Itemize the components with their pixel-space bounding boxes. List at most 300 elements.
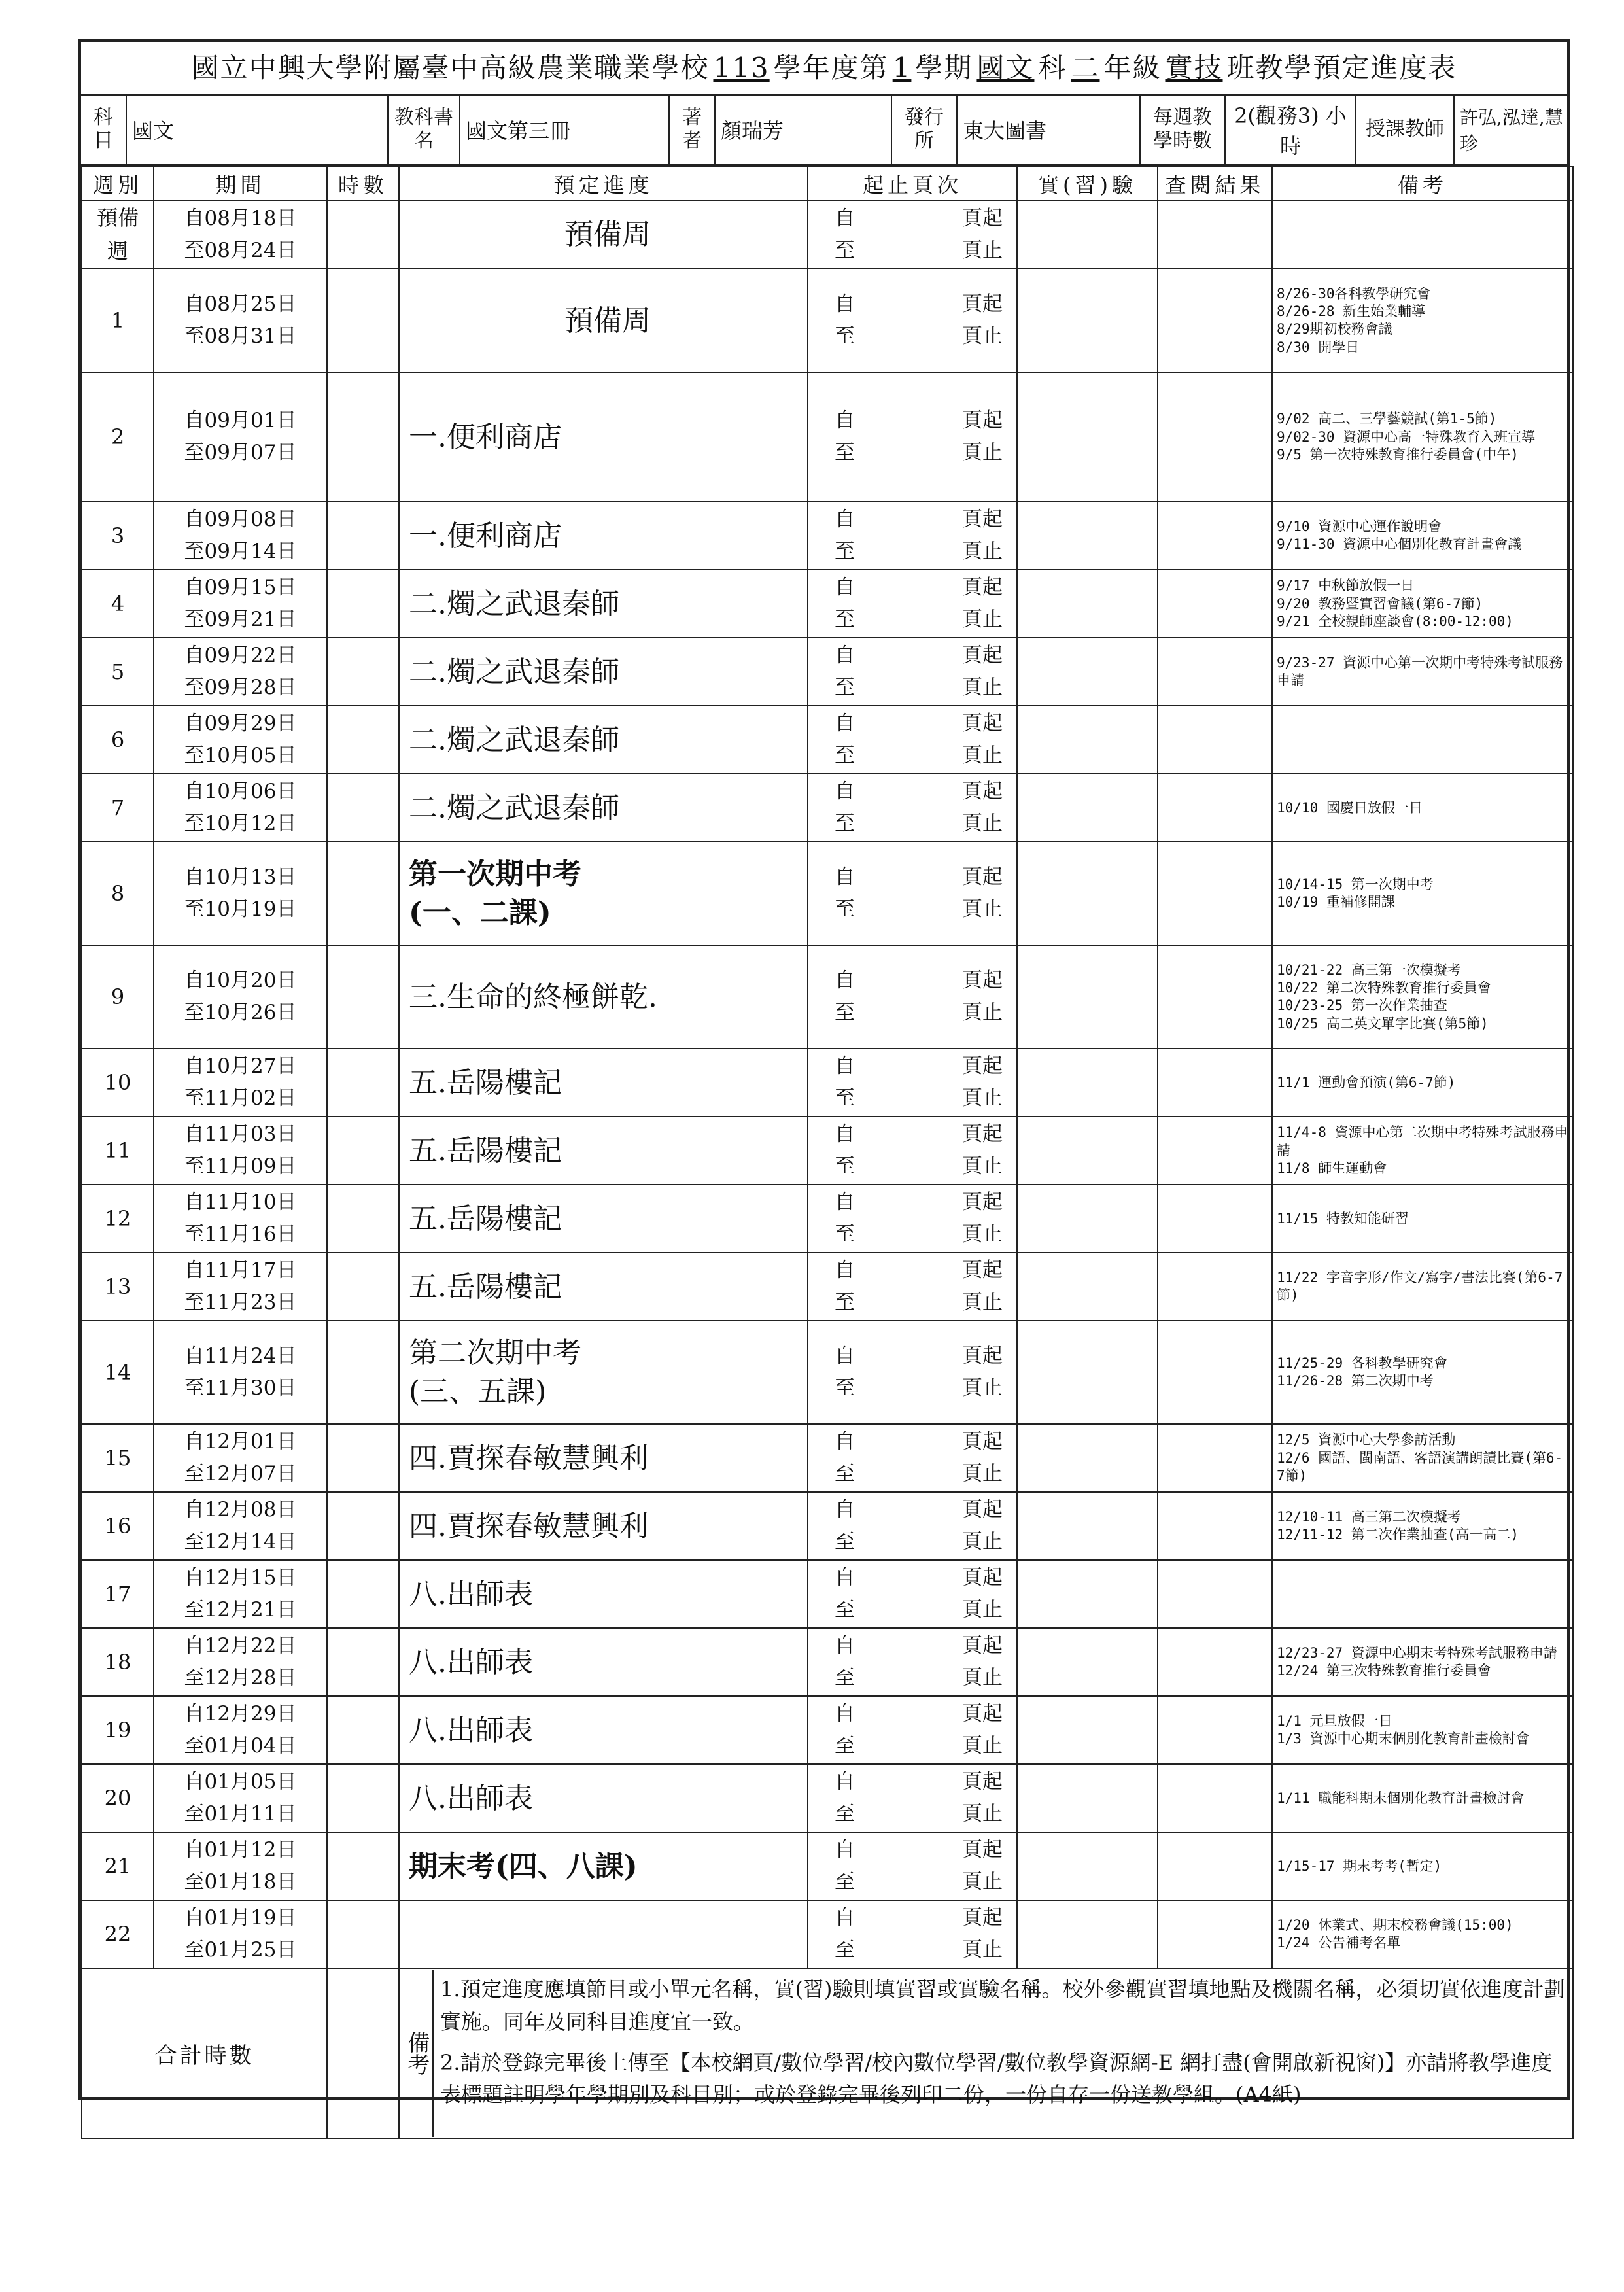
table-row (82, 269, 1573, 372)
review-cell (1158, 842, 1272, 945)
experiment-cell (1017, 706, 1158, 774)
table-row (82, 201, 1573, 269)
table-row (82, 842, 1573, 945)
note-line: 12/6 國語、閩南語、客語演講朗讀比賽(第6-7節) (1277, 1450, 1563, 1484)
period-from: 自08月18日 (184, 206, 297, 230)
page-to-label: 至 (835, 1462, 855, 1486)
hours-cell (327, 1321, 399, 1424)
week-cell: 22 (82, 1900, 154, 1968)
table-row (82, 1321, 1573, 1424)
hours-cell (327, 842, 399, 945)
page-to-label: 至 (835, 1291, 855, 1315)
pages-cell (808, 1049, 1017, 1117)
title-subject: 國文 (976, 52, 1035, 84)
page-to-label: 至 (835, 1938, 855, 1962)
note-line: 9/10 資源中心運作說明會 (1277, 519, 1442, 535)
note-line: 12/24 第三次特殊教育推行委員會 (1277, 1663, 1491, 1679)
hours-cell (327, 1560, 399, 1628)
week-cell: 13 (82, 1253, 154, 1321)
period-to: 至12月21日 (184, 1598, 297, 1622)
period-to: 至01月11日 (184, 1802, 297, 1826)
review-cell (1158, 774, 1272, 842)
table-footer (82, 1968, 1573, 2138)
notes-cell (1272, 706, 1573, 774)
table-row (82, 1492, 1573, 1560)
period-to: 至01月04日 (184, 1734, 297, 1758)
experiment-cell (1017, 1696, 1158, 1764)
page-to-label: 至 (835, 608, 855, 632)
page-start-label: 頁起 (962, 643, 1003, 667)
review-cell (1158, 1321, 1272, 1424)
note-line: 9/21 全校親師座談會(8:00-12:00) (1277, 614, 1513, 630)
hours-cell (327, 269, 399, 372)
period-to: 至12月14日 (184, 1530, 297, 1554)
page-to-label: 至 (835, 239, 855, 263)
table-row (82, 1900, 1573, 1968)
table-row (82, 502, 1573, 570)
review-cell (1158, 638, 1272, 706)
period-from: 自12月08日 (184, 1497, 297, 1521)
note-line: 11/4-8 資源中心第二次期中考特殊考試服務申請 (1277, 1124, 1568, 1158)
page-from-label: 自 (835, 1258, 855, 1282)
hours-cell (327, 1764, 399, 1832)
title-text: 學期 (915, 52, 973, 84)
progress-cell: 四.賈探春敏慧興利 (399, 1424, 808, 1492)
progress-cell: 五.岳陽樓記 (399, 1253, 808, 1321)
page-from-label: 自 (835, 865, 855, 889)
pages-cell (808, 1628, 1017, 1696)
author-label: 著者 (670, 94, 716, 164)
page-from-label: 自 (835, 408, 855, 432)
week-cell: 12 (82, 1185, 154, 1253)
period-from: 自10月20日 (184, 968, 297, 992)
table-row (82, 638, 1573, 706)
title-text: 學年度第 (773, 52, 889, 84)
period-to: 至11月16日 (184, 1223, 297, 1247)
page-from-label: 自 (835, 643, 855, 667)
week-cell: 18 (82, 1628, 154, 1696)
notes-cell (1272, 1900, 1573, 1968)
experiment-cell (1017, 201, 1158, 269)
school-name: 國立中興大學附屬臺中高級農業職業學校 (191, 52, 710, 84)
period-to: 至09月28日 (184, 676, 297, 700)
period-from: 自09月15日 (184, 575, 297, 599)
table-row (82, 1628, 1573, 1696)
page-end-label: 頁止 (962, 1802, 1003, 1826)
page-end-label: 頁止 (962, 1598, 1003, 1622)
column-header: 備考 (1272, 167, 1573, 201)
academic-year: 113 (713, 52, 770, 84)
pages-cell (808, 706, 1017, 774)
page-start-label: 頁起 (962, 1122, 1003, 1146)
progress-cell: 五.岳陽樓記 (399, 1185, 808, 1253)
page-from-label: 自 (835, 1905, 855, 1930)
period-cell (154, 706, 327, 774)
progress-cell: 第二次期中考 (三、五課) (399, 1321, 808, 1424)
experiment-cell (1017, 638, 1158, 706)
pages-cell (808, 1321, 1017, 1424)
progress-cell: 第一次期中考 (一、二課) (399, 842, 808, 945)
pages-cell (808, 269, 1017, 372)
notes-cell (1272, 774, 1573, 842)
hours-cell (327, 570, 399, 638)
hours-cell (327, 201, 399, 269)
hours-cell (327, 706, 399, 774)
page-to-label: 至 (835, 744, 855, 768)
hours-cell (327, 774, 399, 842)
review-cell (1158, 706, 1272, 774)
page-start-label: 頁起 (962, 408, 1003, 432)
note-line: 12/5 資源中心大學參訪活動 (1277, 1432, 1456, 1448)
hours-cell (327, 638, 399, 706)
page-from-label: 自 (835, 507, 855, 531)
period-to: 至08月24日 (184, 239, 297, 263)
note-line: 9/11-30 資源中心個別化教育計畫會議 (1277, 536, 1522, 553)
notes-cell (1272, 638, 1573, 706)
week-cell: 19 (82, 1696, 154, 1764)
experiment-cell (1017, 774, 1158, 842)
page-start-label: 頁起 (962, 1769, 1003, 1794)
progress-cell: 二.燭之武退秦師 (399, 706, 808, 774)
review-cell (1158, 269, 1272, 372)
page-end-label: 頁止 (962, 676, 1003, 700)
page-start-label: 頁起 (962, 292, 1003, 316)
note-line: 9/20 教務暨實習會議(第6-7節) (1277, 595, 1483, 612)
progress-cell: 預備周 (399, 201, 808, 269)
note-line: 1/20 休業式、期末校務會議(15:00) (1277, 1917, 1513, 1934)
period-from: 自10月13日 (184, 865, 297, 889)
period-cell (154, 502, 327, 570)
experiment-cell (1017, 269, 1158, 372)
total-hours-label: 合計時數 (82, 1968, 327, 2138)
notes-cell (1272, 1321, 1573, 1424)
note-line: 11/26-28 第二次期中考 (1277, 1373, 1434, 1389)
period-cell (154, 1628, 327, 1696)
progress-cell: 二.燭之武退秦師 (399, 570, 808, 638)
page-to-label: 至 (835, 1598, 855, 1622)
period-cell (154, 1900, 327, 1968)
review-cell (1158, 372, 1272, 502)
week-cell: 7 (82, 774, 154, 842)
page-end-label: 頁止 (962, 324, 1003, 349)
book-label: 教科書名 (389, 94, 460, 164)
period-from: 自12月22日 (184, 1633, 297, 1658)
page-start-label: 頁起 (962, 1344, 1003, 1368)
pages-cell (808, 201, 1017, 269)
page-end-label: 頁止 (962, 1870, 1003, 1894)
note-line: 9/02-30 資源中心高一特殊教育入班宣導 (1277, 428, 1536, 445)
experiment-cell (1017, 1900, 1158, 1968)
page-end-label: 頁止 (962, 441, 1003, 465)
review-cell (1158, 502, 1272, 570)
progress-cell: 五.岳陽樓記 (399, 1117, 808, 1185)
page-from-label: 自 (835, 206, 855, 230)
week-cell: 15 (82, 1424, 154, 1492)
period-from: 自12月29日 (184, 1701, 297, 1726)
pages-cell (808, 842, 1017, 945)
title-class: 實技 (1165, 52, 1223, 84)
notes-cell (1272, 1492, 1573, 1560)
experiment-cell (1017, 945, 1158, 1049)
page-end-label: 頁止 (962, 812, 1003, 836)
period-to: 至10月19日 (184, 897, 297, 922)
notes-cell (1272, 372, 1573, 502)
page-end-label: 頁止 (962, 1291, 1003, 1315)
period-from: 自09月01日 (184, 408, 297, 432)
title-text: 班教學預定進度表 (1226, 52, 1457, 84)
publisher-label: 發行所 (892, 94, 958, 164)
subject-value: 國文 (127, 94, 389, 164)
table-row (82, 1185, 1573, 1253)
hours-cell (327, 1492, 399, 1560)
book-value: 國文第三冊 (460, 94, 670, 164)
term-number: 1 (892, 52, 912, 84)
experiment-cell (1017, 1492, 1158, 1560)
week-cell: 21 (82, 1832, 154, 1900)
page-end-label: 頁止 (962, 1376, 1003, 1400)
experiment-cell (1017, 502, 1158, 570)
note-line: 9/23-27 資源中心第一次期中考特殊考試服務申請 (1277, 655, 1563, 689)
table-body (82, 201, 1573, 1968)
hours-cell (327, 1117, 399, 1185)
page-from-label: 自 (835, 711, 855, 735)
page-start-label: 頁起 (962, 1633, 1003, 1658)
period-from: 自09月22日 (184, 643, 297, 667)
review-cell (1158, 1832, 1272, 1900)
page-start-label: 頁起 (962, 1497, 1003, 1521)
week-cell: 17 (82, 1560, 154, 1628)
page-end-label: 頁止 (962, 1530, 1003, 1554)
note-line: 11/22 字音字形/作文/寫字/書法比賽(第6-7節) (1277, 1270, 1563, 1304)
period-to: 至12月07日 (184, 1462, 297, 1486)
week-cell: 9 (82, 945, 154, 1049)
page-start-label: 頁起 (962, 779, 1003, 803)
period-cell (154, 1832, 327, 1900)
period-from: 自01月19日 (184, 1905, 297, 1930)
title-text: 年級 (1103, 52, 1162, 84)
pages-cell (808, 774, 1017, 842)
page-start-label: 頁起 (962, 968, 1003, 992)
table-row (82, 945, 1573, 1049)
table-row (82, 1764, 1573, 1832)
note-line: 12/23-27 資源中心期末考特殊考試服務申請 (1277, 1645, 1557, 1661)
column-header: 期間 (154, 167, 327, 201)
period-from: 自09月29日 (184, 711, 297, 735)
review-cell (1158, 1560, 1272, 1628)
notes-cell (1272, 570, 1573, 638)
week-cell: 6 (82, 706, 154, 774)
progress-cell: 八.出師表 (399, 1764, 808, 1832)
column-header: 週別 (82, 167, 154, 201)
progress-cell: 三.生命的終極餅乾. (399, 945, 808, 1049)
period-from: 自10月27日 (184, 1054, 297, 1078)
week-cell: 10 (82, 1049, 154, 1117)
week-cell: 16 (82, 1492, 154, 1560)
page-end-label: 頁止 (962, 1938, 1003, 1962)
note-line: 12/10-11 高三第二次模擬考 (1277, 1509, 1461, 1525)
page-end-label: 頁止 (962, 540, 1003, 564)
period-cell (154, 1253, 327, 1321)
week-cell: 2 (82, 372, 154, 502)
period-from: 自08月25日 (184, 292, 297, 316)
experiment-cell (1017, 1628, 1158, 1696)
page-from-label: 自 (835, 1122, 855, 1146)
review-cell (1158, 1253, 1272, 1321)
pages-cell (808, 1117, 1017, 1185)
page-end-label: 頁止 (962, 1666, 1003, 1690)
table-row (82, 706, 1573, 774)
page-to-label: 至 (835, 897, 855, 922)
remark-2: 2.請於登錄完畢後上傳至【本校網頁/數位學習/校內數位學習/數位教學資源網-E 網打盡(會開啟新視窗)】亦請將教學進度表標題註明學年學期別及科目別；或於登錄完畢後列印二份，一份自存一份送教學組。(A4紙) (440, 2049, 1553, 2108)
review-cell (1158, 1424, 1272, 1492)
period-cell (154, 1049, 327, 1117)
period-to: 至10月05日 (184, 744, 297, 768)
week-cell: 4 (82, 570, 154, 638)
page-to-label: 至 (835, 676, 855, 700)
period-from: 自11月03日 (184, 1122, 297, 1146)
page-from-label: 自 (835, 575, 855, 599)
page-to-label: 至 (835, 1530, 855, 1554)
period-from: 自10月06日 (184, 779, 297, 803)
note-line: 10/10 國慶日放假一日 (1277, 799, 1423, 816)
page-to-label: 至 (835, 1376, 855, 1400)
progress-cell: 一.便利商店 (399, 502, 808, 570)
period-from: 自11月17日 (184, 1258, 297, 1282)
period-to: 至08月31日 (184, 324, 297, 349)
page-to-label: 至 (835, 1086, 855, 1111)
note-line: 1/1 元旦放假一日 (1277, 1713, 1392, 1729)
page-from-label: 自 (835, 1190, 855, 1214)
period-to: 至09月14日 (184, 540, 297, 564)
period-to: 至09月07日 (184, 441, 297, 465)
page-from-label: 自 (835, 1344, 855, 1368)
experiment-cell (1017, 1424, 1158, 1492)
table-header-row (82, 167, 1573, 201)
schedule-table-wrap (81, 166, 1567, 2139)
schedule-sheet (78, 39, 1570, 2108)
teacher-value: 許弘,泓達,慧珍 (1460, 106, 1563, 154)
page-start-label: 頁起 (962, 206, 1003, 230)
page-end-label: 頁止 (962, 1086, 1003, 1111)
progress-cell: 八.出師表 (399, 1696, 808, 1764)
period-cell (154, 269, 327, 372)
period-from: 自12月01日 (184, 1429, 297, 1453)
hours-label: 每週教學時數 (1141, 94, 1226, 164)
page-start-label: 頁起 (962, 1837, 1003, 1862)
progress-cell: 八.出師表 (399, 1628, 808, 1696)
notes-cell (1272, 1560, 1573, 1628)
note-line: 10/23-25 第一次作業抽查 (1277, 998, 1447, 1014)
note-line: 1/11 職能科期末個別化教育計畫檢討會 (1277, 1790, 1525, 1806)
week-cell: 11 (82, 1117, 154, 1185)
table-row (82, 1696, 1573, 1764)
review-cell (1158, 1492, 1272, 1560)
period-to: 至10月12日 (184, 812, 297, 836)
page-end-label: 頁止 (962, 239, 1003, 263)
page-to-label: 至 (835, 1155, 855, 1179)
period-cell (154, 1560, 327, 1628)
pages-cell (808, 1764, 1017, 1832)
table-row (82, 1832, 1573, 1900)
hours-cell (327, 1185, 399, 1253)
notes-cell (1272, 1696, 1573, 1764)
column-header: 預定進度 (399, 167, 808, 201)
period-cell (154, 1764, 327, 1832)
page-start-label: 頁起 (962, 865, 1003, 889)
pages-cell (808, 638, 1017, 706)
remarks-text (434, 1970, 1572, 2137)
table-row (82, 774, 1573, 842)
note-line: 11/1 運動會預演(第6-7節) (1277, 1074, 1456, 1090)
table-row (82, 570, 1573, 638)
pages-cell (808, 945, 1017, 1049)
notes-cell (1272, 1185, 1573, 1253)
page-to-label: 至 (835, 540, 855, 564)
note-line: 10/25 高二英文單字比賽(第5節) (1277, 1015, 1489, 1032)
page-to-label: 至 (835, 1802, 855, 1826)
page-title (81, 42, 1567, 96)
remarks-cell (399, 1968, 1573, 2138)
progress-cell: 一.便利商店 (399, 372, 808, 502)
note-line: 11/15 特教知能研習 (1277, 1210, 1409, 1226)
page-end-label: 頁止 (962, 1001, 1003, 1025)
page-start-label: 頁起 (962, 575, 1003, 599)
review-cell (1158, 201, 1272, 269)
period-to: 至11月09日 (184, 1155, 297, 1179)
column-header: 時數 (327, 167, 399, 201)
page-from-label: 自 (835, 1565, 855, 1589)
remark-1: 1.預定進度應填節目或小單元名稱，實(習)驗則填實習或實驗名稱。校外參觀實習填地點及機關名稱，必須切實依進度計劃實施。同年及同科目進度宜一致。 (440, 1977, 1565, 2034)
pages-cell (808, 1185, 1017, 1253)
note-line: 11/25-29 各科教學研究會 (1277, 1355, 1447, 1372)
notes-cell (1272, 1764, 1573, 1832)
page-end-label: 頁止 (962, 608, 1003, 632)
author-value: 顏瑞芳 (716, 94, 892, 164)
experiment-cell (1017, 1832, 1158, 1900)
column-header: 實(習)驗 (1017, 167, 1158, 201)
review-cell (1158, 1696, 1272, 1764)
pages-cell (808, 1696, 1017, 1764)
week-cell: 3 (82, 502, 154, 570)
period-cell (154, 1696, 327, 1764)
pages-cell (808, 1832, 1017, 1900)
notes-cell (1272, 1424, 1573, 1492)
period-to: 至01月25日 (184, 1938, 297, 1962)
experiment-cell (1017, 1117, 1158, 1185)
page-from-label: 自 (835, 1054, 855, 1078)
notes-cell (1272, 945, 1573, 1049)
experiment-cell (1017, 1049, 1158, 1117)
review-cell (1158, 1117, 1272, 1185)
page-end-label: 頁止 (962, 1734, 1003, 1758)
period-to: 至12月28日 (184, 1666, 297, 1690)
note-line: 1/24 公告補考名單 (1277, 1935, 1401, 1951)
experiment-cell (1017, 842, 1158, 945)
period-cell (154, 1185, 327, 1253)
period-cell (154, 842, 327, 945)
notes-cell (1272, 842, 1573, 945)
review-cell (1158, 1764, 1272, 1832)
period-cell (154, 774, 327, 842)
progress-cell: 五.岳陽樓記 (399, 1049, 808, 1117)
table-row (82, 1117, 1573, 1185)
period-cell (154, 201, 327, 269)
page-end-label: 頁止 (962, 897, 1003, 922)
period-from: 自01月05日 (184, 1769, 297, 1794)
pages-cell (808, 372, 1017, 502)
note-line: 9/02 高二、三學藝競試(第1-5節) (1277, 411, 1497, 427)
note-line: 12/11-12 第二次作業抽查(高一高二) (1277, 1527, 1519, 1543)
